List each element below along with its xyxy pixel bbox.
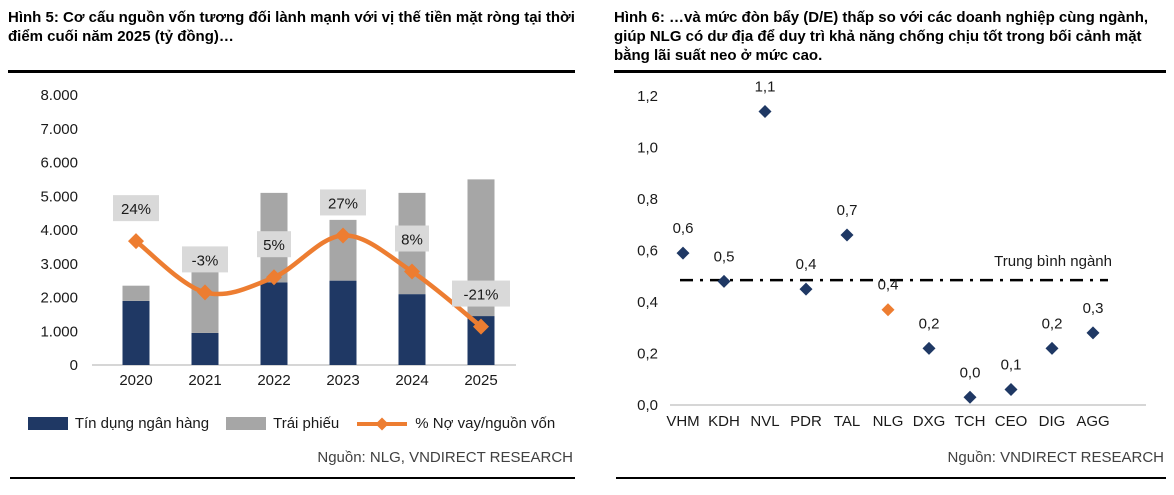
y-tick-label: 0 [69, 357, 78, 374]
x-tick-label: 2021 [188, 372, 222, 389]
x-tick-label: 2025 [464, 372, 498, 389]
fig6-x-axis-labels [666, 413, 1109, 430]
x-tick-label-CEO: CEO [994, 413, 1028, 430]
x-tick-label-TCH: TCH [954, 413, 986, 430]
fig5-bars [120, 179, 495, 365]
point-TCH [964, 391, 977, 404]
bar-bank-credit-2022 [261, 282, 288, 365]
y-tick-label: 7.000 [40, 120, 78, 138]
figure5-title-rule [8, 70, 575, 73]
legend-swatch-debt-ratio-line [356, 417, 408, 431]
fig6-y-axis-ticks [637, 88, 658, 414]
bar-bank-credit-2021 [192, 333, 219, 365]
y-tick-label: 0,0 [637, 397, 658, 414]
y-tick-label: 2.000 [40, 289, 78, 307]
data-label-text: 5% [263, 237, 285, 255]
x-tick-label-VHM: VHM [666, 413, 700, 430]
figure5-title: Hình 5: Cơ cấu nguồn vốn tương đối lành mạnh với vị thế tiền mặt ròng tại thời điểm cuối năm 2025 (tỷ đồng)… [8, 9, 575, 45]
bar-bonds-2020 [123, 286, 150, 301]
figure5-source: Nguồn: NLG, VNDIRECT RESEARCH [317, 449, 573, 466]
y-tick-label: 0,8 [637, 191, 658, 208]
figure6-bottom-rule [616, 477, 1166, 479]
x-tick-label: 2024 [395, 372, 429, 389]
legend-label-bonds: Trái phiếu [273, 415, 340, 432]
figure6-panel [614, 6, 1166, 490]
x-tick-label-AGG: AGG [1076, 413, 1110, 430]
point-label-DXG: 0,2 [918, 315, 940, 333]
legend-swatch-bonds [226, 417, 266, 430]
y-tick-label: 0,2 [637, 345, 658, 363]
bar-bank-credit-2020 [123, 301, 150, 365]
x-tick-label-PDR: PDR [790, 413, 822, 430]
point-label-NLG: 0,4 [877, 276, 899, 294]
point-label-TAL: 0,7 [836, 202, 858, 220]
point-NLG [882, 303, 895, 316]
bar-bank-credit-2023 [330, 281, 357, 365]
figure6-source: Nguồn: VNDIRECT RESEARCH [947, 449, 1164, 466]
data-label-text: 24% [120, 201, 152, 219]
y-tick-label: 0,6 [637, 242, 658, 260]
x-tick-label-KDH: KDH [708, 413, 740, 430]
point-KDH [718, 275, 731, 288]
y-tick-label: 6.000 [40, 154, 78, 172]
point-PDR [800, 283, 813, 296]
fig6-point-labels [673, 78, 1104, 381]
data-label-text: 8% [401, 231, 423, 249]
point-TAL [841, 229, 854, 242]
x-tick-label-TAL: TAL [833, 413, 861, 430]
fig5-x-axis-labels [119, 372, 497, 389]
legend-line-diamond [376, 417, 389, 430]
x-tick-label-DIG: DIG [1038, 413, 1066, 430]
y-tick-label: 8.000 [40, 87, 78, 104]
x-tick-label: 2023 [326, 372, 360, 389]
y-tick-label: 3.000 [40, 255, 78, 273]
data-label-text: -3% [191, 252, 219, 270]
data-label-text: 27% [327, 195, 359, 213]
x-tick-label-NVL: NVL [750, 413, 780, 430]
point-label-TCH: 0,0 [959, 364, 981, 382]
point-label-DIG: 0,2 [1041, 315, 1063, 333]
figure5-chart [8, 74, 575, 404]
point-DXG [923, 342, 936, 355]
x-tick-label-DXG: DXG [912, 413, 946, 430]
y-tick-label: 5.000 [40, 188, 78, 206]
bar-bank-credit-2024 [399, 294, 426, 365]
x-tick-label: 2020 [119, 372, 153, 389]
point-label-KDH: 0,5 [713, 248, 735, 266]
data-label-text: -21% [463, 286, 499, 304]
point-label-PDR: 0,4 [795, 256, 817, 274]
figure6-title-rule [614, 70, 1166, 73]
figure5-panel [8, 6, 575, 490]
point-label-VHM: 0,6 [672, 220, 694, 238]
figure5-bottom-rule [10, 477, 575, 479]
figure5-legend [8, 415, 575, 432]
y-tick-label: 4.000 [40, 222, 78, 239]
x-tick-label-NLG: NLG [872, 413, 904, 430]
point-CEO [1005, 383, 1018, 396]
industry-average-label: Trung bình ngành [994, 253, 1112, 271]
legend-label-bank-credit: Tín dụng ngân hàng [74, 415, 210, 432]
fig5-y-axis-ticks [40, 87, 78, 374]
y-tick-label: 1,2 [637, 88, 658, 105]
y-tick-label: 0,4 [637, 294, 658, 311]
point-AGG [1087, 326, 1100, 339]
point-label-CEO: 0,1 [1000, 356, 1022, 374]
legend-swatch-bank-credit [28, 417, 68, 430]
point-NVL [759, 105, 772, 118]
point-VHM [677, 247, 690, 260]
x-tick-label: 2022 [257, 372, 291, 389]
legend-label-debt-ratio: % Nợ vay/nguồn vốn [415, 415, 556, 432]
y-tick-label: 1,0 [637, 139, 658, 157]
figure6-chart [614, 74, 1166, 442]
point-DIG [1046, 342, 1059, 355]
figure6-title: Hình 6: …và mức đòn bẩy (D/E) thấp so với các doanh nghiệp cùng ngành, giúp NLG có dư địa để duy trì khả năng chống chịu tốt trong bối cảnh mặt bằng lãi suất neo ở mức cao. [614, 9, 1149, 64]
point-label-AGG: 0,3 [1082, 299, 1104, 317]
y-tick-label: 1.000 [40, 323, 78, 341]
point-label-NVL: 1,1 [754, 78, 776, 96]
